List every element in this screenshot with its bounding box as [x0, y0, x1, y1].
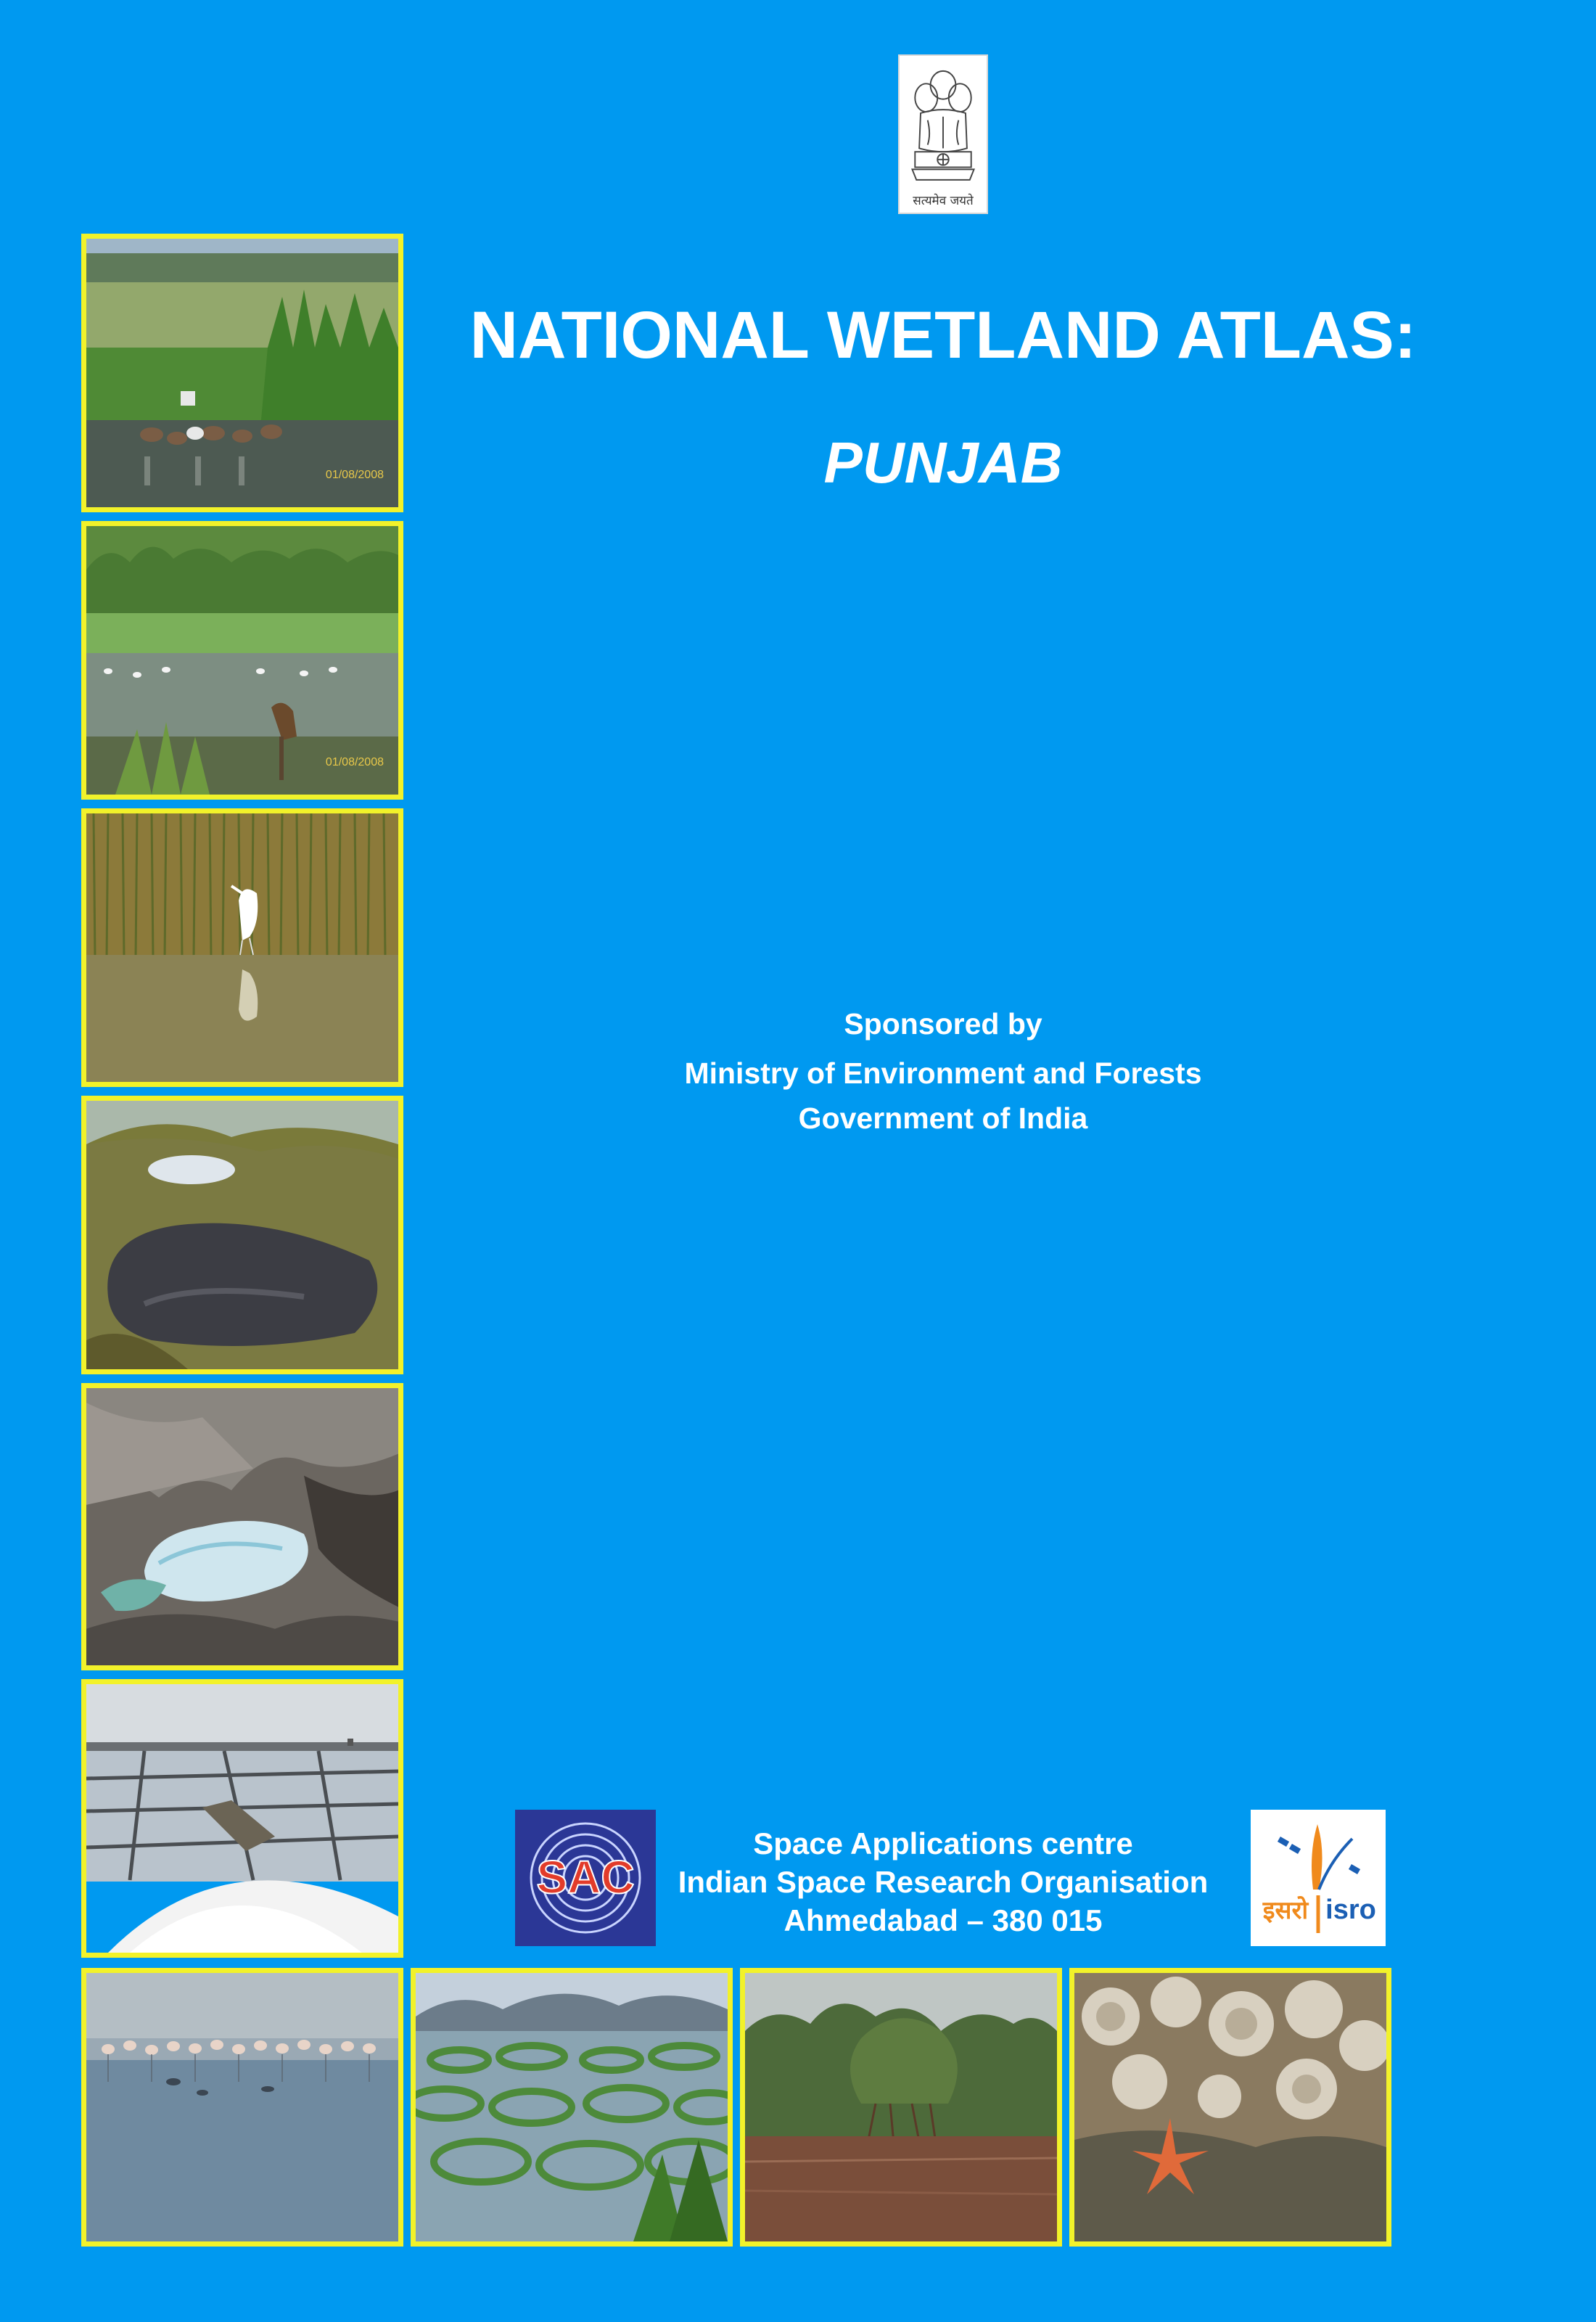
sponsor-block [508, 1001, 1378, 1141]
sponsor-ministry: Ministry of Environment and Forests [684, 1057, 1202, 1090]
photo-mountain-lakes [81, 1096, 403, 1374]
national-emblem [898, 54, 988, 214]
photo-date-stamp: 01/08/2008 [325, 469, 384, 481]
publisher-centre: Space Applications centre [753, 1826, 1133, 1861]
sac-logo [515, 1810, 656, 1946]
photo-egret-reeds [81, 808, 403, 1087]
emblem-motto: सत्यमेव जयते [913, 194, 974, 208]
publisher-block [653, 1824, 1233, 1940]
sac-logo-text: SAC [536, 1851, 635, 1903]
atlas-state-subtitle: PUNJAB [823, 430, 1063, 495]
atlas-title: NATIONAL WETLAND ATLAS: [469, 298, 1417, 372]
sponsor-government: Government of India [798, 1101, 1088, 1135]
photo-wetland-birds [81, 234, 403, 512]
photo-coral-starfish [1069, 1968, 1391, 2247]
isro-english-text: isro [1325, 1895, 1376, 1925]
sponsor-heading: Sponsored by [844, 1007, 1042, 1041]
photo-wetland-eagle [81, 521, 403, 800]
photo-frozen-lake [81, 1383, 403, 1670]
isro-logo-icon [1251, 1810, 1386, 1946]
photo-salt-pans [81, 1679, 403, 1958]
photo-date-stamp: 01/08/2008 [325, 756, 384, 768]
publisher-organisation: Indian Space Research Organisation [678, 1865, 1209, 1899]
photo-mangroves [740, 1968, 1062, 2247]
publisher-address: Ahmedabad – 380 015 [783, 1903, 1103, 1937]
photo-floating-islands [411, 1968, 733, 2247]
isro-logo [1251, 1810, 1386, 1946]
photo-flamingos [81, 1968, 403, 2247]
lion-capital-icon [900, 56, 987, 213]
isro-hindi-text: इसरो [1262, 1896, 1309, 1925]
sac-logo-icon [515, 1810, 656, 1946]
